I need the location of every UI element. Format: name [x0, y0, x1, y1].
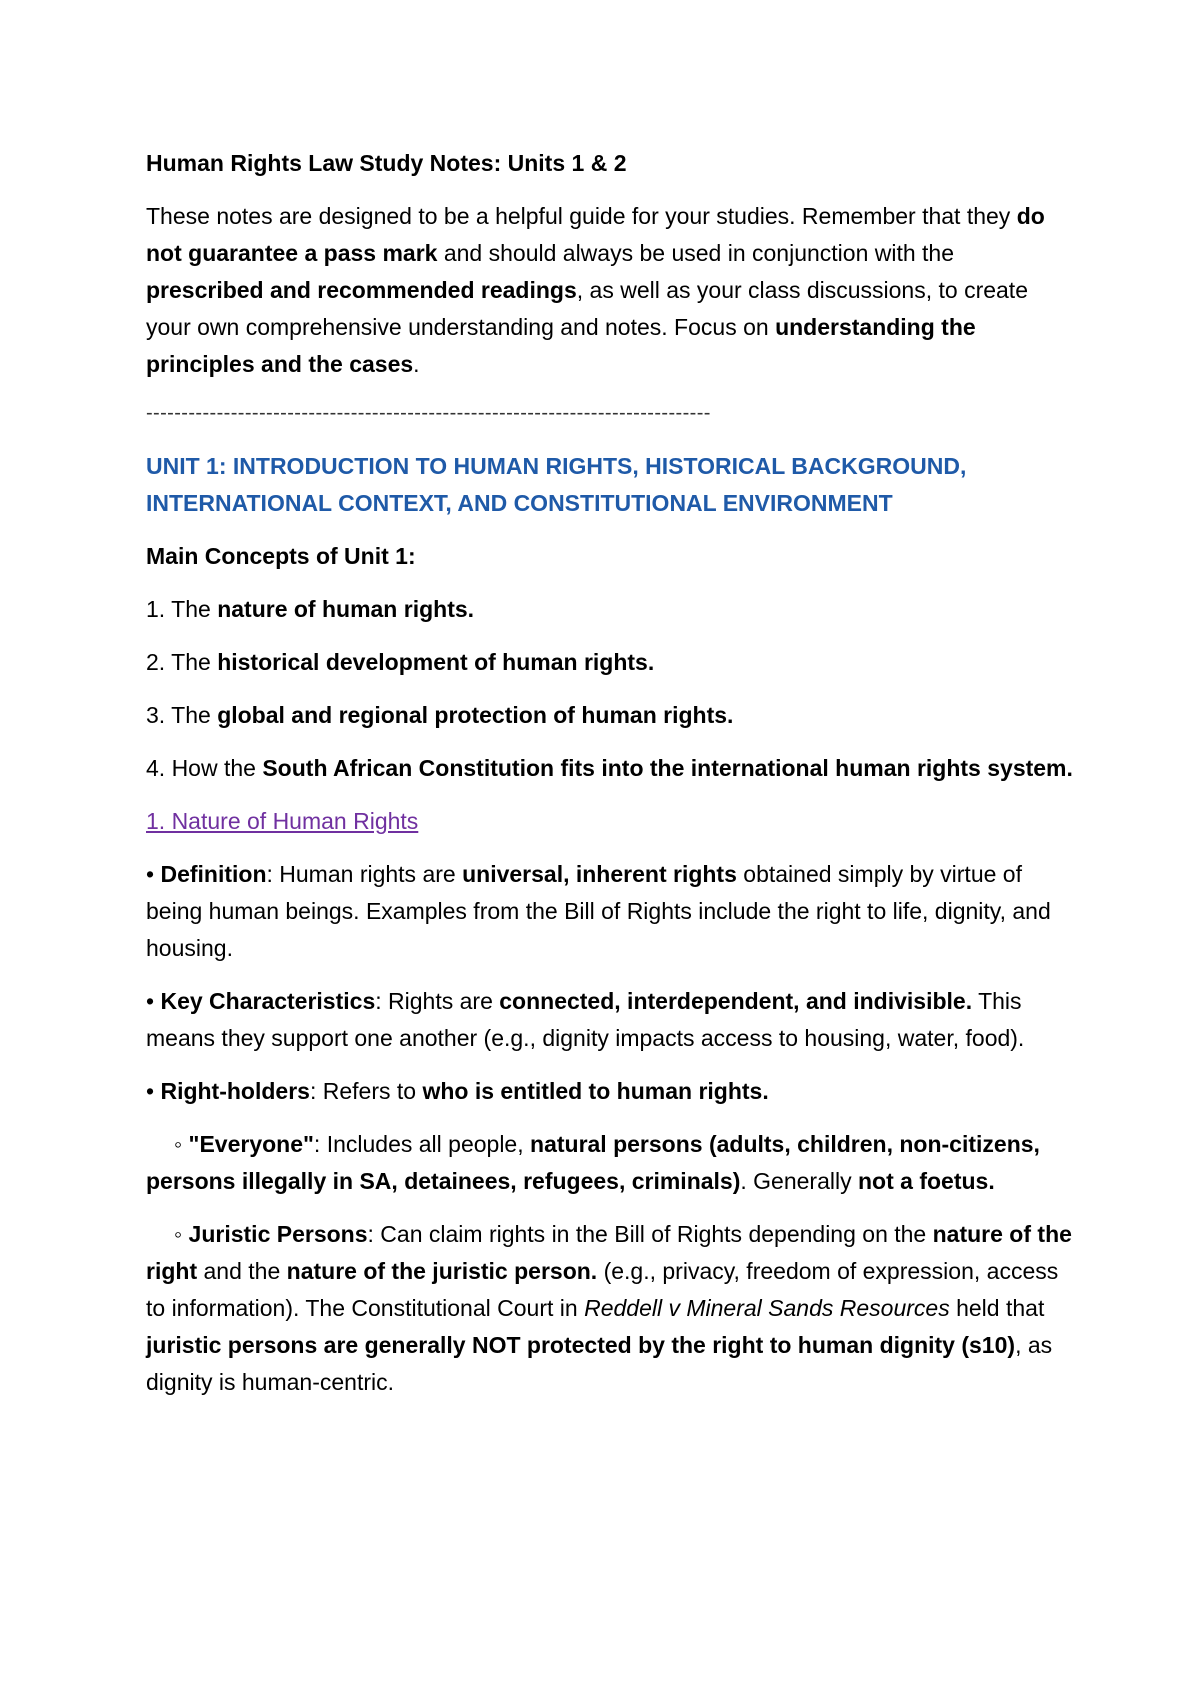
bullet-marker: •	[146, 988, 161, 1014]
sub-bullet-label: Juristic Persons	[188, 1221, 368, 1247]
concept-prefix: 4. How the	[146, 755, 263, 781]
sub-bullet-emphasis: natural persons (adults, children, non-citizens, persons illegally in SA, detainees, refugees, criminals)	[146, 1131, 1040, 1194]
intro-text: These notes are designed to be a helpful guide for your studies. Remember that they	[146, 203, 1017, 229]
sub-bullet-emphasis: not a foetus.	[858, 1168, 995, 1194]
bullet-text: obtained simply by virtue of being human beings. Examples from the Bill of Rights include the right to life, dignity, and housing.	[146, 861, 1051, 961]
bullet-label: Definition	[160, 861, 267, 887]
concept-prefix: 1. The	[146, 596, 218, 622]
intro-text: and should always be used in conjunction with the	[437, 240, 955, 266]
concept-emphasis: South African Constitution fits into the international human rights system.	[262, 755, 1073, 781]
bullet-emphasis: who is entitled to human rights.	[422, 1078, 769, 1104]
sub-bullet-text: : Includes all people,	[313, 1131, 531, 1157]
bullet-emphasis: connected, interdependent, and indivisible.	[499, 988, 973, 1014]
concept-item-4	[146, 750, 1076, 787]
sub-bullet-text: , as dignity is human-centric.	[146, 1332, 1053, 1395]
sub-bullet-emphasis: juristic persons are generally NOT protected by the right to human dignity (s10)	[146, 1332, 1016, 1358]
bullet-definition	[146, 856, 1076, 967]
bullet-marker: •	[146, 1078, 161, 1104]
concepts-heading: Main Concepts of Unit 1:	[146, 543, 416, 569]
sub-bullet-text: and the	[197, 1258, 287, 1284]
sub-bullet-text: held that	[949, 1295, 1045, 1321]
intro-text: , as well as your class discussions, to create your own comprehensive understanding and notes. Focus on	[146, 277, 1028, 340]
bullet-label: Key Characteristics	[160, 988, 376, 1014]
unit-heading: UNIT 1: INTRODUCTION TO HUMAN RIGHTS, HISTORICAL BACKGROUND, INTERNATIONAL CONTEXT, AND CONSTITUTIONAL ENVIRONMENT	[146, 453, 967, 516]
intro-text: .	[413, 351, 420, 377]
sub-bullet-text: . Generally	[740, 1168, 858, 1194]
horizontal-rule: --------------------------------------------------------------------------------	[146, 402, 711, 424]
concept-emphasis: nature of human rights.	[217, 596, 475, 622]
intro-emphasis: understanding the principles and the cases	[146, 314, 976, 377]
sub-bullet-everyone	[146, 1126, 1076, 1200]
concept-prefix: 2. The	[146, 649, 218, 675]
section-heading: 1. Nature of Human Rights	[146, 808, 419, 834]
sub-bullet-juristic	[146, 1216, 1076, 1401]
concept-item-3	[146, 697, 1076, 734]
intro-emphasis: do not guarantee a pass mark	[146, 203, 1045, 266]
bullet-marker: •	[146, 861, 161, 887]
intro-paragraph	[146, 198, 1076, 383]
concept-emphasis: global and regional protection of human rights.	[217, 702, 734, 728]
bullet-characteristics	[146, 983, 1076, 1057]
concept-item-1	[146, 591, 1076, 628]
sub-bullet-text: : Can claim rights in the Bill of Rights depending on the	[367, 1221, 933, 1247]
concept-item-2	[146, 644, 1076, 681]
bullet-text: : Human rights are	[266, 861, 463, 887]
case-citation: Reddell v Mineral Sands Resources	[584, 1295, 950, 1321]
sub-bullet-emphasis: nature of the right	[146, 1221, 1072, 1284]
bullet-right-holders	[146, 1073, 1076, 1110]
intro-emphasis: prescribed and recommended readings	[146, 277, 577, 303]
sub-bullet-text: (e.g., privacy, freedom of expression, access to information). The Constitutional Court in	[146, 1258, 1059, 1321]
document-body	[146, 145, 1076, 1417]
sub-bullet-emphasis: nature of the juristic person.	[286, 1258, 598, 1284]
concept-prefix: 3. The	[146, 702, 218, 728]
bullet-text: : Rights are	[375, 988, 500, 1014]
bullet-label: Right-holders	[160, 1078, 310, 1104]
bullet-emphasis: universal, inherent rights	[462, 861, 737, 887]
bullet-text: This means they support one another (e.g., dignity impacts access to housing, water, food).	[146, 988, 1025, 1051]
sub-bullet-label: "Everyone"	[188, 1131, 314, 1157]
concept-emphasis: historical development of human rights.	[217, 649, 655, 675]
sub-bullet-marker: ◦	[174, 1221, 189, 1247]
bullet-text: : Refers to	[309, 1078, 423, 1104]
document-title: Human Rights Law Study Notes: Units 1 & 2	[146, 150, 627, 176]
sub-bullet-marker: ◦	[174, 1131, 189, 1157]
